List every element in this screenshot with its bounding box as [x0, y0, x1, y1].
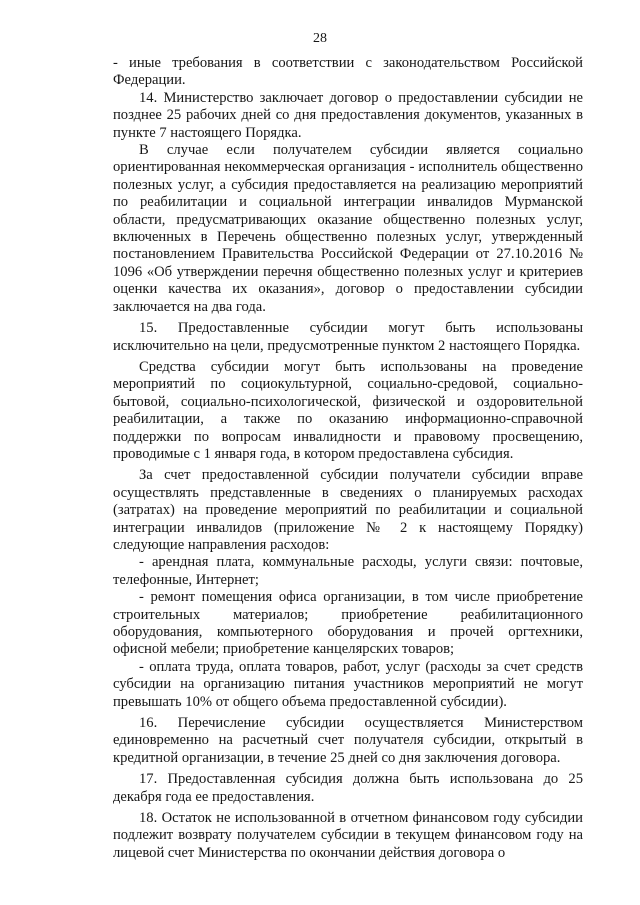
paragraph-17: 17. Предоставленная субсидия должна быть использована до 25 декабря года ее предоставления.	[113, 771, 583, 805]
paragraph-14: 14. Министерство заключает договор о предоставлении субсидии не позднее 25 рабочих дней со дня предоставления документов, указанных в пункте 7 настоящего Порядка.	[113, 89, 583, 141]
paragraph-18: 18. Остаток не использованной в отчетном финансовом году субсидии подлежит возврату получателем субсидии в текущем финансовом году на лицевой счет Министерства по окончании действия договора о	[113, 810, 583, 861]
paragraph-other-requirements: - иные требования в соответствии с законодательством Российской Федерации.	[113, 55, 583, 89]
paragraph-two-year-agreement: В случае если получателем субсидии является социально ориентированная некоммерческая организация - исполнитель общественно полезных услуг, а субсидия предоставляется на реализацию мероприятий по реабилитации и социальной интеграции инвалидов Мурманской области, предусматривающих оказание общественно полезных услуг, включенных в Перечень общественно полезных услуг, утвержденный постановлением Правительства Российской Федерации от 27.10.2016 № 1096 «Об утверждении перечня общественно полезных услуг и критериев оценки качества их оказания», договор о предоставлении субсидии заключается на два года.	[113, 142, 583, 315]
list-item-repair: - ремонт помещения офиса организации, в том числе приобретение строительных материалов; приобретение реабилитационного оборудования, компьютерного оборудования и прочей оргтехники, офисной мебели; приобретение канцелярских товаров;	[113, 589, 583, 658]
paragraph-16: 16. Перечисление субсидии осуществляется Министерством единовременно на расчетный счет получателя субсидии, открытый в кредитной организации, в течение 25 дней со дня заключения договора.	[113, 715, 583, 766]
list-item-salary: - оплата труда, оплата товаров, работ, услуг (расходы за счет средств субсидии на организацию питания участников мероприятий не могут превышать 10% от общего объема предоставленной субсидии).	[113, 658, 583, 710]
list-item-rent: - арендная плата, коммунальные расходы, услуги связи: почтовые, телефонные, Интернет;	[113, 554, 583, 588]
paragraph-subsidy-funds: Средства субсидии могут быть использованы на проведение мероприятий по социокультурной, социально-средовой, социально-бытовой, социально-психологической, физической и оздоровительной реабилитации, а также по оказанию информационно-справочной поддержки по вопросам инвалидности и правовому просвещению, проводимые с 1 января года, в котором предоставлена субсидия.	[113, 358, 583, 462]
paragraph-expense-directions: За счет предоставленной субсидии получатели субсидии вправе осуществлять представленные в сведениях о планируемых расходах (затратах) на проведение мероприятий по реабилитации и социальной интеграции инвалидов (приложение № 2 к настоящему Порядку) следующие направления расходов:	[113, 467, 583, 553]
paragraph-15: 15. Предоставленные субсидии могут быть использованы исключительно на цели, предусмотренные пунктом 2 настоящего Порядка.	[113, 320, 583, 354]
document-body	[113, 55, 583, 862]
page-number: 28	[313, 31, 327, 46]
